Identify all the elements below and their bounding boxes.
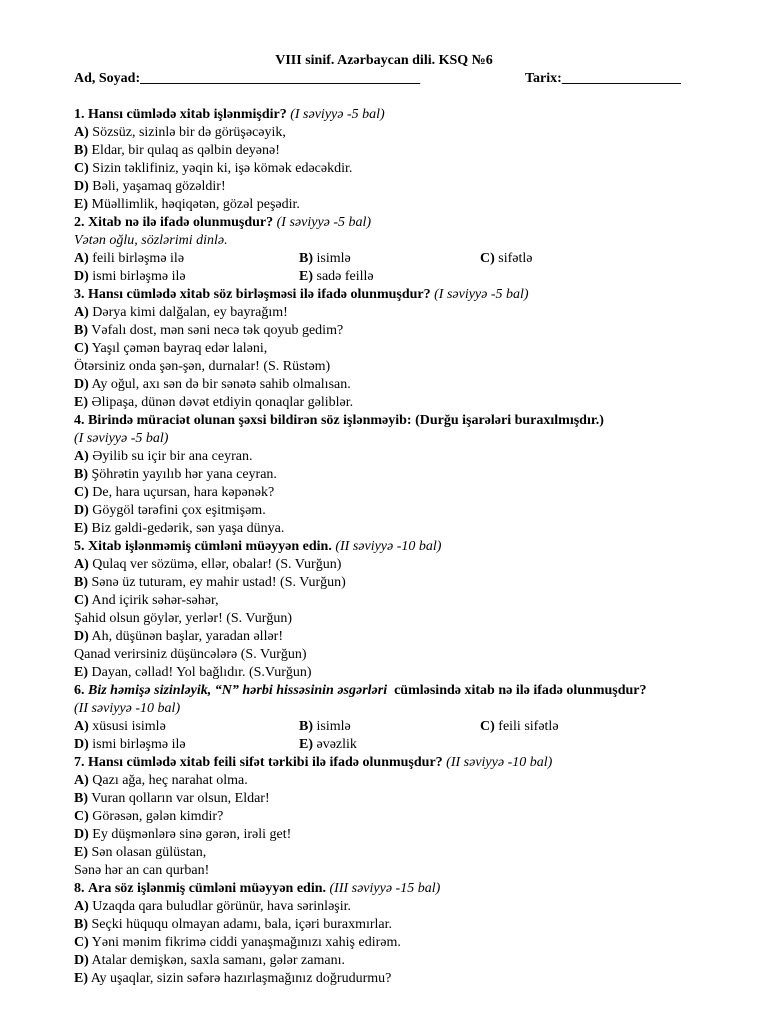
option-letter: E): [74, 845, 88, 860]
option: [74, 304, 724, 322]
option-letter: B): [74, 143, 88, 158]
option: [74, 196, 724, 214]
option-text: Görəsən, gələn kimdir?: [92, 809, 224, 824]
option-letter: C): [480, 719, 495, 734]
question-7: [74, 754, 724, 772]
option-text: Ah, düşünən başlar, yaradan əllər!: [91, 629, 283, 644]
option-letter: D): [74, 629, 89, 644]
option: [74, 826, 724, 844]
option-letter: C): [74, 809, 89, 824]
option-letter: E): [299, 737, 313, 752]
option: [74, 916, 724, 934]
question-number: 6.: [74, 683, 85, 698]
option-text: Göygöl tərəfini çox eşitmişəm.: [92, 503, 266, 518]
option-letter: A): [74, 305, 89, 320]
option-text: Qazı ağa, heç narahat olma.: [92, 773, 248, 788]
option-letter: D): [74, 503, 89, 518]
option-text: Bəli, yaşamaq gözəldir!: [92, 179, 226, 194]
option: [74, 772, 724, 790]
option-text: feili birləşmə ilə: [92, 251, 185, 266]
option-letter: A): [74, 557, 89, 572]
option: [74, 664, 724, 682]
option-letter: E): [74, 395, 88, 410]
option-text: Ay uşaqlar, sizin səfərə hazırlaşmağınız doğrudurmu?: [90, 971, 392, 986]
option-text: Eldar, bir qulaq as qəlbin deyənə!: [91, 143, 280, 158]
option-text: Dayan, cəllad! Yol bağlıdır. (S.Vurğun): [91, 665, 312, 680]
option: [74, 502, 724, 520]
option-text: Dərya kimi dalğalan, ey bayrağım!: [92, 305, 288, 320]
option-letter: D): [74, 269, 89, 284]
option-text: Yaşıl çəmən bayraq edər laləni,: [91, 341, 268, 356]
question-number: 5.: [74, 539, 85, 554]
option: [74, 736, 186, 754]
option: [299, 718, 351, 736]
question-8: [74, 880, 724, 898]
question-6: [74, 682, 724, 700]
question-text: Xitab nə ilə ifadə olunmuşdur?: [88, 215, 274, 230]
option-text: feili sifətlə: [498, 719, 559, 734]
option: [299, 736, 357, 754]
question-4: [74, 412, 724, 430]
question-text: Xitab işlənməmiş cümləni müəyyən edin.: [88, 539, 332, 554]
option-text: Sizin təklifiniz, yəqin ki, işə kömək edəcəkdir.: [92, 161, 353, 176]
option: [299, 250, 351, 268]
question-level: (I səviyyə -5 bal): [434, 287, 529, 302]
option-text: isimlə: [316, 251, 351, 266]
option-text: Vuran qolların var olsun, Eldar!: [91, 791, 270, 806]
option: [74, 124, 724, 142]
question-number: 3.: [74, 287, 85, 302]
name-field-label: Ad, Soyad:________________________________________: [74, 71, 421, 86]
option-text: ismi birləşmə ilə: [92, 269, 186, 284]
option-letter: C): [74, 935, 89, 950]
option: [74, 790, 724, 808]
option-text: əvəzlik: [316, 737, 357, 752]
option-letter: D): [74, 737, 89, 752]
question-1: [74, 106, 724, 124]
question-number: 7.: [74, 755, 85, 770]
option-row: [74, 736, 724, 754]
option: [74, 844, 724, 862]
option-letter: B): [74, 917, 88, 932]
question-text: Hansı cümlədə xitab işlənmişdir?: [88, 107, 287, 122]
question-text: Hansı cümlədə xitab söz birləşməsi ilə ifadə olunmuşdur?: [88, 287, 431, 302]
option: [74, 898, 724, 916]
option-text: xüsusi isimlə: [92, 719, 166, 734]
option-letter: A): [74, 251, 89, 266]
option-text: Sözsüz, sizinlə bir də görüşəcəyik,: [92, 125, 286, 140]
option-continuation: Qanad verirsiniz düşüncələrə (S. Vurğun): [74, 647, 307, 662]
option: [74, 718, 166, 736]
option-letter: E): [74, 971, 88, 986]
option: [74, 322, 724, 340]
option: [74, 340, 724, 358]
option-text: isimlə: [316, 719, 351, 734]
option-text: Sənə üz tuturam, ey mahir ustad! (S. Vurğun): [91, 575, 346, 590]
option-text: Yəni mənim fikrimə ciddi yanaşmağınızı xahiş edirəm.: [91, 935, 401, 950]
question-quoted-sentence: Biz həmişə sizinləyik, “N” hərbi hissəsinin əsgərləri: [88, 683, 388, 698]
option-letter: B): [299, 251, 313, 266]
option: [74, 466, 724, 484]
option-letter: B): [74, 467, 88, 482]
question-level: (III səviyyə -15 bal): [329, 881, 441, 896]
option-letter: D): [74, 179, 89, 194]
option-continuation: Ötərsiniz onda şən-şən, durnalar! (S. Rüstəm): [74, 359, 331, 374]
option-letter: C): [74, 341, 89, 356]
question-level: (II səviyyə -10 bal): [335, 539, 442, 554]
page-title: VIII sinif. Azərbaycan dili. KSQ №6: [275, 53, 493, 68]
option: [299, 268, 374, 286]
option: [480, 250, 533, 268]
option: [74, 160, 724, 178]
option-letter: C): [480, 251, 495, 266]
question-3: [74, 286, 724, 304]
question-text: Birində müraciət olunan şəxsi bildirən söz işlənməyib: (Durğu işarələri buraxılmışdır.): [88, 413, 604, 428]
option-text: Ey düşmənlərə sinə gərən, irəli get!: [92, 827, 292, 842]
option-letter: D): [74, 827, 89, 842]
question-level: (II səviyyə -10 bal): [446, 755, 553, 770]
option-letter: A): [74, 449, 89, 464]
option-letter: C): [74, 485, 89, 500]
option: [74, 556, 724, 574]
option-text: Şöhrətin yayılıb hər yana ceyran.: [91, 467, 277, 482]
option: [74, 268, 186, 286]
question-text: Hansı cümlədə xitab feili sifət tərkibi ilə ifadə olunmuşdur?: [88, 755, 443, 770]
option: [74, 484, 724, 502]
question-number: 2.: [74, 215, 85, 230]
option: [74, 448, 724, 466]
question-text: Ara söz işlənmiş cümləni müəyyən edin.: [88, 881, 326, 896]
option-text: Müəllimlik, həqiqətən, gözəl peşədir.: [91, 197, 300, 212]
option-continuation: Şahid olsun göylər, yerlər! (S. Vurğun): [74, 611, 293, 626]
question-level: (I səviyyə -5 bal): [276, 215, 372, 230]
option: [74, 376, 724, 394]
option-letter: D): [74, 953, 89, 968]
option-letter: C): [74, 593, 89, 608]
option-text: Uzaqda qara buludlar görünür, hava sərinləşir.: [92, 899, 352, 914]
option-text: Əyilib su içir bir ana ceyran.: [92, 449, 253, 464]
option-row: [74, 250, 724, 268]
question-level: (II səviyyə -10 bal): [74, 701, 181, 716]
option-text: De, hara uçursan, hara kəpənək?: [92, 485, 275, 500]
option-text: And içirik səhər-səhər,: [91, 593, 219, 608]
option-letter: C): [74, 161, 89, 176]
option: [74, 952, 724, 970]
option-letter: A): [74, 719, 89, 734]
question-number: 4.: [74, 413, 85, 428]
option: [74, 142, 724, 160]
option: [74, 574, 724, 592]
option-text: Qulaq ver sözümə, ellər, obalar! (S. Vurğun): [92, 557, 342, 572]
option: [74, 178, 724, 196]
option-continuation: Sənə hər an can qurban!: [74, 863, 210, 878]
option-letter: E): [74, 521, 88, 536]
option: [74, 628, 724, 646]
option: [74, 520, 724, 538]
option: [480, 718, 559, 736]
option-text: Vəfalı dost, mən səni necə tək qoyub gedim?: [91, 323, 344, 338]
option-text: Seçki hüququ olmayan adamı, bala, içəri buraxmırlar.: [91, 917, 393, 932]
option-letter: B): [74, 791, 88, 806]
option: [74, 250, 184, 268]
option-text: Sən olasan gülüstan,: [91, 845, 207, 860]
option-letter: A): [74, 125, 89, 140]
option-text: Ay oğul, axı sən də bir sənətə sahib olmalısan.: [91, 377, 351, 392]
question-number: 1.: [74, 107, 85, 122]
option-letter: A): [74, 773, 89, 788]
option-letter: A): [74, 899, 89, 914]
option-letter: B): [74, 575, 88, 590]
option-letter: B): [299, 719, 313, 734]
option-letter: D): [74, 377, 89, 392]
option: [74, 394, 724, 412]
option-text: sadə feillə: [316, 269, 374, 284]
option-row: [74, 268, 724, 286]
option-letter: E): [74, 665, 88, 680]
question-list: [74, 106, 724, 988]
option: [74, 934, 724, 952]
option: [74, 808, 724, 826]
option-text: Atalar demişkən, saxla samanı, gələr zamanı.: [91, 953, 345, 968]
date-field-label: Tarix:_________________: [525, 71, 681, 86]
question-sentence: Vətən oğlu, sözlərimi dinlə.: [74, 233, 228, 248]
option: [74, 970, 724, 988]
question-level: (I səviyyə -5 bal): [290, 107, 385, 122]
option-text: ismi birləşmə ilə: [92, 737, 186, 752]
option-row: [74, 718, 724, 736]
question-2: [74, 214, 724, 232]
question-number: 8.: [74, 881, 85, 896]
option-text: Biz gəldi-gedərik, sən yaşa dünya.: [91, 521, 285, 536]
option-text: sifətlə: [498, 251, 533, 266]
option-letter: B): [74, 323, 88, 338]
option-text: Əlipaşa, dünən dəvət etdiyin qonaqlar gəliblər.: [91, 395, 354, 410]
question-text: cümləsində xitab nə ilə ifadə olunmuşdur?: [394, 683, 647, 698]
option: [74, 592, 724, 610]
option-letter: E): [299, 269, 313, 284]
question-5: [74, 538, 724, 556]
question-level: (I səviyyə -5 bal): [74, 431, 169, 446]
option-letter: E): [74, 197, 88, 212]
